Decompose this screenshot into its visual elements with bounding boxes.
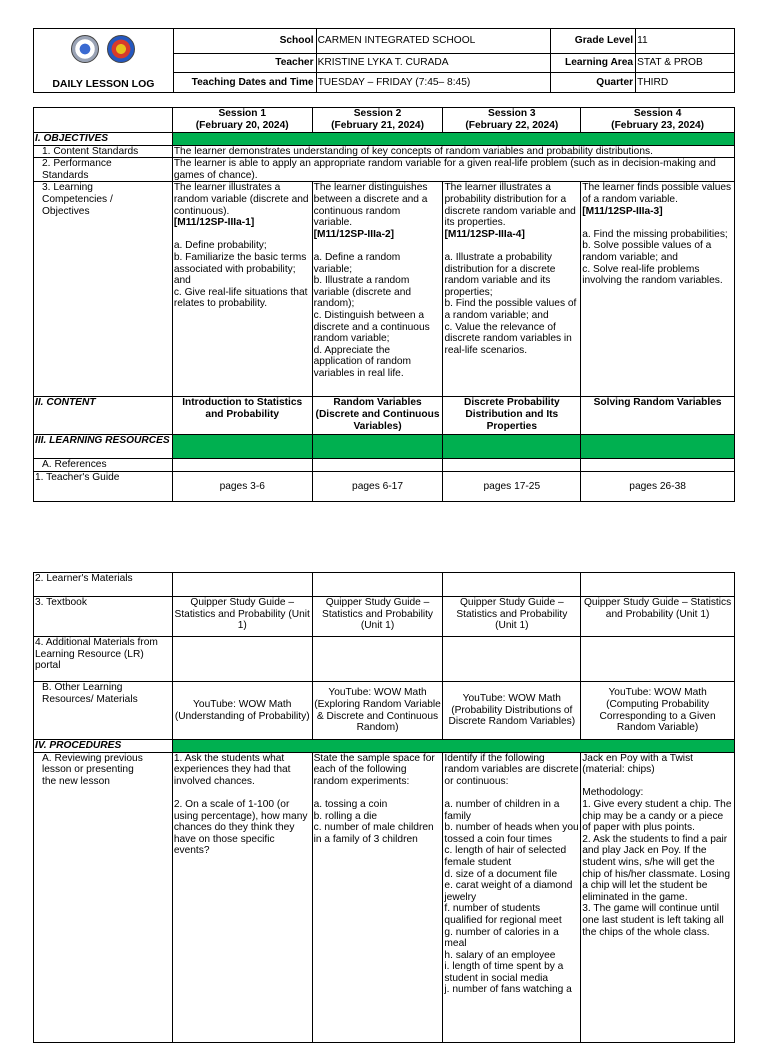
session-3-header: Session 3 (February 22, 2024): [443, 108, 581, 133]
session-1-header: Session 1 (February 20, 2024): [172, 108, 312, 133]
other-session-3: YouTube: WOW Math (Probability Distributions of Discrete Random Variables): [443, 682, 581, 740]
competencies-label: 3. Learning Competencies / Objectives: [34, 182, 173, 397]
session-4-header: Session 4 (February 23, 2024): [581, 108, 735, 133]
textbook-label: 3. Textbook: [34, 597, 173, 637]
learners-materials-label: 2. Learner's Materials: [34, 573, 173, 597]
competency-session-3: The learner illustrates a probability distribution for a discrete random variable and its properties. [M11/12SP-IIIa-4] a. Illustrate a probability distribution for a discrete random variable and its properties; b. Find the possible values of a random variable; and c. Value the relevance of discrete random variables in real-life scenarios.: [443, 182, 581, 397]
content-standards-row: [34, 145, 735, 158]
competency-session-2: The learner distinguishes between a discrete and a continuous random variable. [M11/12SP-IIIa-2] a. Define a random variable; b. Illustrate a random variable (discrete and random); c. Distinguish between a discrete and a continuous random variable; d. Appreciate the application of random variables in real life.: [312, 182, 443, 397]
tg-session-1: pages 3-6: [172, 471, 312, 501]
school-label: School: [173, 29, 316, 54]
other-resources-row: [34, 682, 735, 740]
teachers-guide-label: 1. Teacher's Guide: [34, 471, 173, 501]
textbook-row: [34, 597, 735, 637]
additional-materials-label: 4. Additional Materials from Learning Resource (LR) portal: [34, 637, 173, 682]
teacher-label: Teacher: [173, 54, 316, 73]
deped-seal-icon: [71, 35, 99, 63]
section-bar: [443, 435, 581, 459]
competency-session-4: The learner finds possible values of a random variable. [M11/12SP-IIIa-3] a. Find the missing probabilities; b. Solve possible values of a random variable; and c. Solve real-life problems involving the random variables.: [581, 182, 735, 397]
textbook-session-3: Quipper Study Guide – Statistics and Probability (Unit 1): [443, 597, 581, 637]
tg-session-2: pages 6-17: [312, 471, 443, 501]
content-heading: II. CONTENT: [34, 397, 173, 435]
session-header-row: [34, 108, 735, 133]
review-session-3: Identify if the following random variables are discrete or continuous: a. number of children in a family b. number of heads when you tossed a coin four times c. length of hair of selected female student d. size of a document file e. carat weight of a diamond jewelry f. number of students qualified for regional meet g. number of calories in a meal h. salary of an employee i. length of time spent by a student in social media j. number of fans watching a: [443, 752, 581, 1042]
other-session-1: YouTube: WOW Math (Understanding of Probability): [172, 682, 312, 740]
topic-session-2: Random Variables (Discrete and Continuous Variables): [312, 397, 443, 435]
performance-standards-text: The learner is able to apply an appropriate random variable for a given real-life problem (such as in decision-making and games of chance).: [172, 158, 734, 182]
quarter-label: Quarter: [551, 73, 636, 93]
review-label: A. Reviewing previous lesson or presenting the new lesson: [34, 752, 173, 1042]
content-row: [34, 397, 735, 435]
section-bar: [581, 435, 735, 459]
other-session-2: YouTube: WOW Math (Exploring Random Variable & Discrete and Continuous Random): [312, 682, 443, 740]
dates-label: Teaching Dates and Time: [173, 73, 316, 93]
procedures-row: [34, 740, 735, 753]
review-session-2: State the sample space for each of the following random experiments: a. tossing a coin b. rolling a die c. number of male children in a family of 3 children: [312, 752, 443, 1042]
section-bar: [312, 435, 443, 459]
topic-session-1: Introduction to Statistics and Probability: [172, 397, 312, 435]
additional-materials-row: [34, 637, 735, 682]
topic-session-3: Discrete Probability Distribution and Its Properties: [443, 397, 581, 435]
objectives-heading: I. OBJECTIVES: [34, 133, 173, 146]
content-standards-label: 1. Content Standards: [34, 145, 173, 158]
session-2-header: Session 2 (February 21, 2024): [312, 108, 443, 133]
section-bar: [172, 740, 734, 753]
review-session-4: Jack en Poy with a Twist (material: chips) Methodology: 1. Give every student a chip. The chip may be a candy or a piece of paper with plus points. 2. Ask the students to find a pair and play Jack en Poy. If the student wins, s/he will get the chip of his/her classmate. Losing a chip will let the student be eliminated in the game. 3. The game will continue until one last student is left taking all the chips of the whole class.: [581, 752, 735, 1042]
learners-materials-row: [34, 573, 735, 597]
performance-standards-row: [34, 158, 735, 182]
tg-session-4: pages 26-38: [581, 471, 735, 501]
area-value: STAT & PROB: [636, 54, 735, 73]
dates-value: TUESDAY – FRIDAY (7:45– 8:45): [316, 73, 551, 93]
lesson-table-page-1: [33, 107, 735, 502]
review-row: [34, 752, 735, 1042]
performance-standards-label: 2. Performance Standards: [34, 158, 173, 182]
section-bar: [172, 133, 734, 146]
header-table: [33, 28, 735, 93]
school-value: CARMEN INTEGRATED SCHOOL: [316, 29, 551, 54]
quarter-value: THIRD: [636, 73, 735, 93]
logo-cell: [34, 29, 174, 93]
grade-label: Grade Level: [551, 29, 636, 54]
school-seal-icon: [107, 35, 135, 63]
textbook-session-2: Quipper Study Guide – Statistics and Probability (Unit 1): [312, 597, 443, 637]
learning-resources-heading: III. LEARNING RESOURCES: [34, 435, 173, 459]
lesson-table-page-2: [33, 572, 735, 1043]
textbook-session-4: Quipper Study Guide – Statistics and Probability (Unit 1): [581, 597, 735, 637]
competency-session-1: The learner illustrates a random variable (discrete and continuous). [M11/12SP-IIIa-1] a. Define probability; b. Familiarize the basic terms associated with probability; and c. Give real-life situations that relates to probability.: [172, 182, 312, 397]
content-standards-text: The learner demonstrates understanding of key concepts of random variables and probability distributions.: [172, 145, 734, 158]
other-session-4: YouTube: WOW Math (Computing Probability Corresponding to a Given Random Variable): [581, 682, 735, 740]
textbook-session-1: Quipper Study Guide – Statistics and Probability (Unit 1): [172, 597, 312, 637]
competencies-row: [34, 182, 735, 397]
other-resources-label: B. Other Learning Resources/ Materials: [34, 682, 173, 740]
topic-session-4: Solving Random Variables: [581, 397, 735, 435]
grade-value: 11: [636, 29, 735, 54]
review-session-1: 1. Ask the students what experiences they had that involved chances. 2. On a scale of 1-100 (or using percentage), how many chances do they think they have on those specific events?: [172, 752, 312, 1042]
section-bar: [172, 435, 312, 459]
teacher-value: KRISTINE LYKA T. CURADA: [316, 54, 551, 73]
objectives-row: [34, 133, 735, 146]
tg-session-3: pages 17-25: [443, 471, 581, 501]
references-label: A. References: [34, 459, 173, 472]
learning-resources-row: [34, 435, 735, 459]
procedures-heading: IV. PROCEDURES: [34, 740, 173, 753]
teachers-guide-row: [34, 471, 735, 501]
references-row: [34, 459, 735, 472]
document-title: DAILY LESSON LOG: [52, 78, 155, 90]
area-label: Learning Area: [551, 54, 636, 73]
